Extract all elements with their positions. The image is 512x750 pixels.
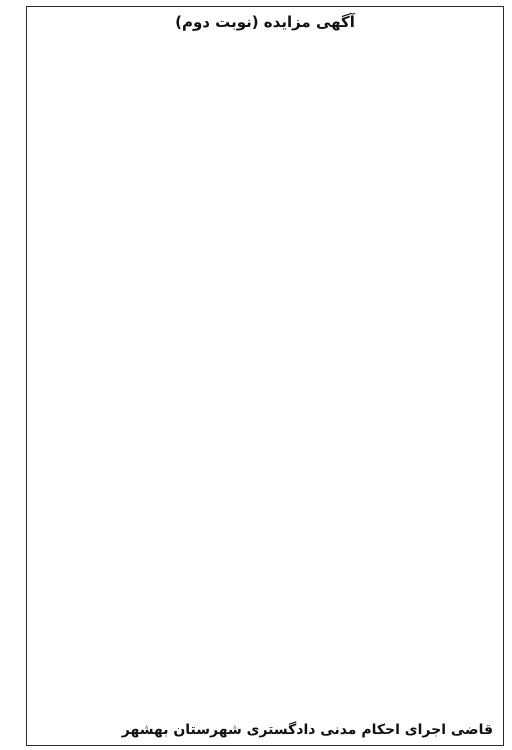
auction-notice — [26, 6, 504, 746]
notice-body — [27, 35, 503, 114]
body-paragraph — [37, 37, 493, 60]
body-paragraph — [37, 91, 493, 114]
body-paragraph — [37, 64, 493, 87]
notice-title: آگهی مزایده (نوبت دوم) — [175, 13, 355, 31]
notice-signature: قاضی اجرای احکام مدنی دادگستری شهرستان بهشهر — [121, 722, 493, 738]
